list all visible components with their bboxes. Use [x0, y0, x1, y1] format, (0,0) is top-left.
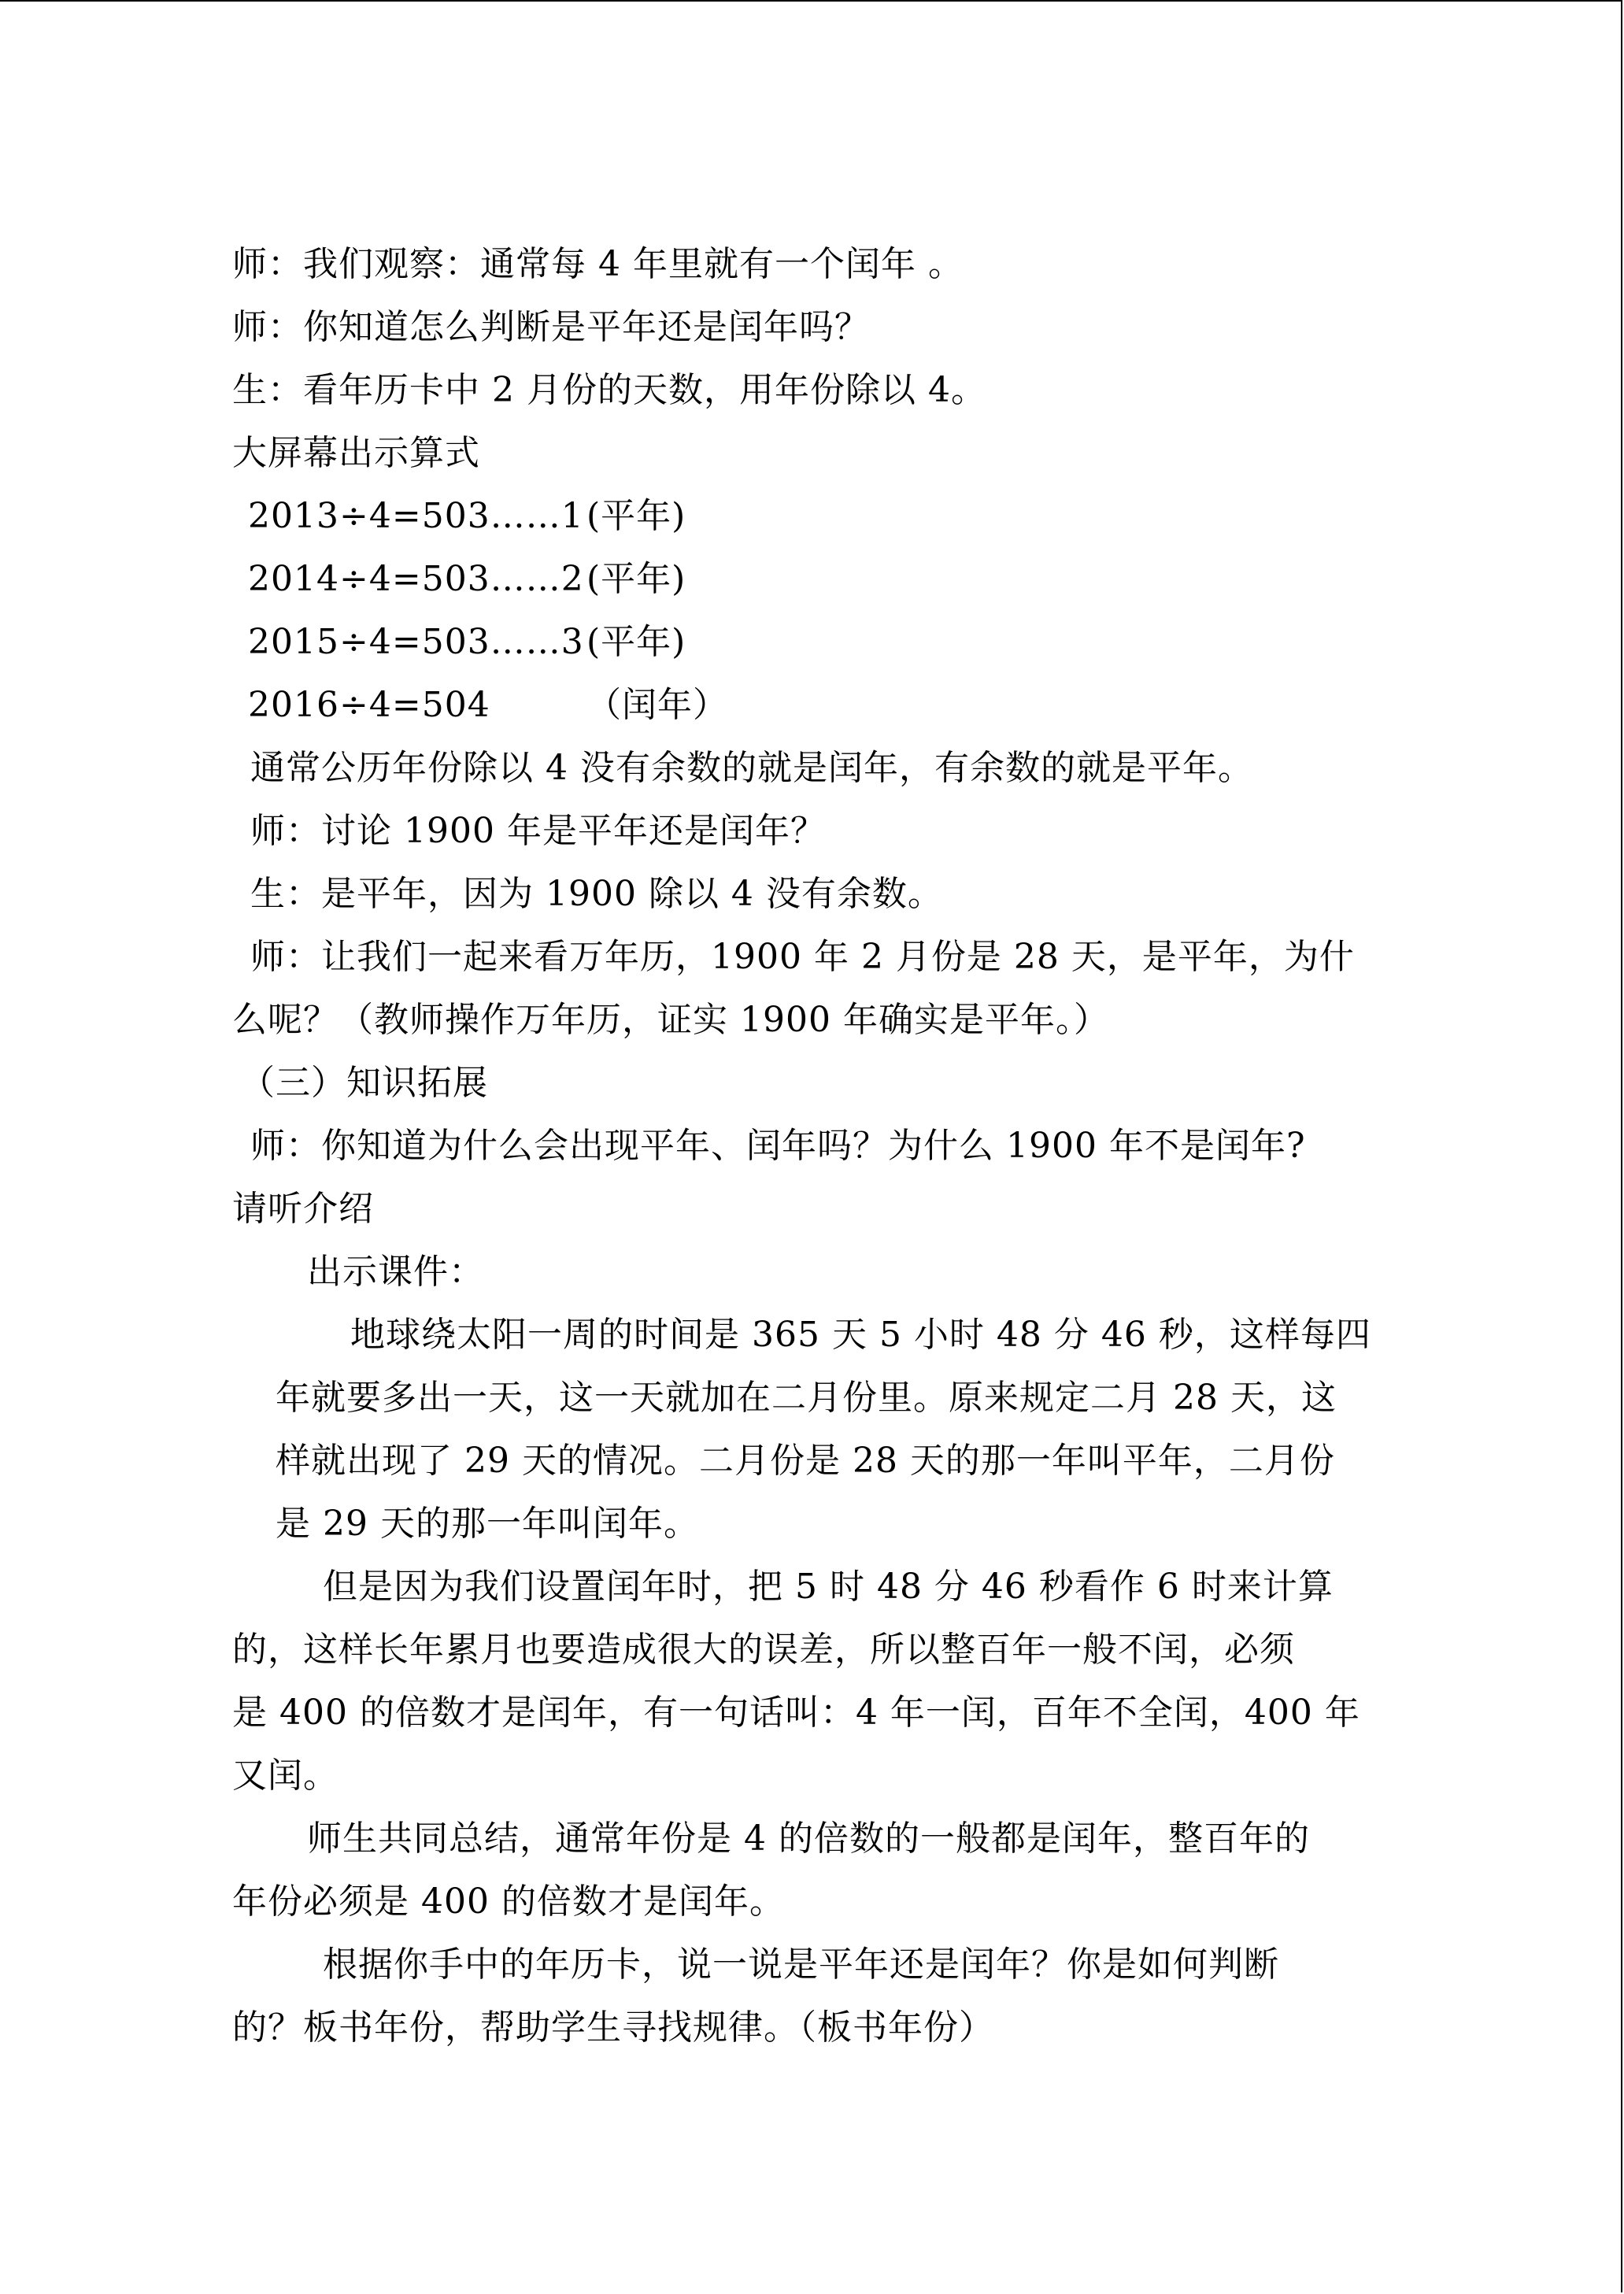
- courseware-line-4: 是 29 天的那一年叫闰年。: [276, 1504, 699, 1544]
- calculation-expression: 2014÷4=503……2: [248, 559, 584, 599]
- paragraph-line-16: 又闰。: [232, 1756, 338, 1796]
- paragraph-line-2: 师：你知道怎么判断是平年还是闰年吗？: [232, 307, 870, 347]
- calculation-expression: 2016÷4=504: [248, 685, 490, 725]
- calculation-label: (平年): [586, 496, 686, 536]
- paragraph-line-9: 么呢？（教师操作万年历，证实 1900 年确实是平年。）: [232, 1000, 1109, 1040]
- paragraph-line-19: 根据你手中的年历卡，说一说是平年还是闰年？你是如何判断: [323, 1944, 1279, 1985]
- paragraph-line-8: 师：让我们一起来看万年历，1900 年 2 月份是 28 天，是平年，为什: [250, 937, 1355, 977]
- paragraph-line-15: 是 400 的倍数才是闰年，有一句话叫：4 年一闰，百年不全闰，400 年: [232, 1693, 1360, 1733]
- section-heading: （三）知识拓展: [240, 1063, 488, 1103]
- calculation-row: [248, 683, 728, 727]
- paragraph-line-6: 师：讨论 1900 年是平年还是闰年？: [250, 811, 826, 851]
- paragraph-line-3: 生：看年历卡中 2 月份的天数，用年份除以 4。: [232, 370, 986, 410]
- calculation-row: [248, 557, 686, 601]
- courseware-line-2: 年就要多出一天，这一天就加在二月份里。原来规定二月 28 天，这: [276, 1378, 1337, 1418]
- calculation-label: （闰年）: [586, 685, 728, 725]
- paragraph-line-10: 师：你知道为什么会出现平年、闰年吗？为什么 1900 年不是闰年?: [250, 1126, 1306, 1166]
- courseware-line-1: 地球绕太阳一周的时间是 365 天 5 小时 48 分 46 秒，这样每四: [350, 1315, 1371, 1355]
- paragraph-line-5: 通常公历年份除以 4 没有余数的就是闰年，有余数的就是平年。: [250, 748, 1253, 788]
- paragraph-line-12: 出示课件：: [307, 1252, 484, 1292]
- paragraph-line-7: 生：是平年，因为 1900 除以 4 没有余数。: [250, 874, 943, 914]
- calculation-row: [248, 620, 686, 664]
- calculation-label: (平年): [586, 559, 686, 599]
- paragraph-line-11: 请听介绍: [232, 1189, 374, 1229]
- paragraph-line-17: 师生共同总结，通常年份是 4 的倍数的一般都是闰年，整百年的: [307, 1819, 1310, 1859]
- calculation-row: [248, 494, 686, 538]
- calculation-label: (平年): [586, 622, 686, 662]
- paragraph-line-18: 年份必须是 400 的倍数才是闰年。: [232, 1881, 785, 1922]
- paragraph-line-1: 师：我们观察：通常每 4 年里就有一个闰年 。: [232, 244, 964, 284]
- calculation-expression: 2015÷4=503……3: [248, 622, 584, 662]
- courseware-line-3: 样就出现了 29 天的情况。二月份是 28 天的那一年叫平年，二月份: [276, 1441, 1335, 1481]
- paragraph-line-20: 的？板书年份，帮助学生寻找规律。（板书年份）: [232, 2007, 994, 2048]
- calculation-expression: 2013÷4=503……1: [248, 496, 584, 536]
- paragraph-line-4: 大屏幕出示算式: [232, 433, 480, 473]
- paragraph-line-14: 的，这样长年累月也要造成很大的误差，所以整百年一般不闰，必须: [232, 1630, 1295, 1670]
- paragraph-line-13: 但是因为我们设置闰年时，把 5 时 48 分 46 秒看作 6 时来计算: [323, 1567, 1334, 1607]
